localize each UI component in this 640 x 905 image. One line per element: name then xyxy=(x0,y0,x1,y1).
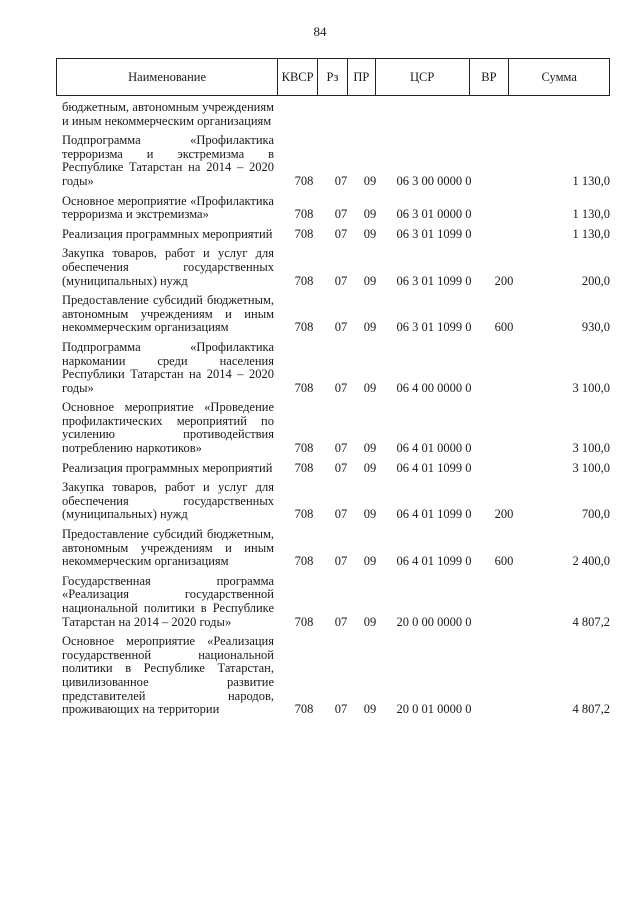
row-pr: 09 xyxy=(363,460,377,475)
row-name: Государственная программа «Реализация государственной национальной политики в Республике Татарстан на 2014 – 2020 годы» xyxy=(62,573,274,629)
row-rz: 07 xyxy=(334,173,348,188)
row-csr: 20 0 00 0000 0 xyxy=(396,614,472,629)
row-sum: 4 807,2 xyxy=(572,702,610,717)
row-sum: 2 400,0 xyxy=(572,554,610,569)
row-pr: 09 xyxy=(363,173,377,188)
table-row xyxy=(62,294,610,335)
row-rz: 07 xyxy=(334,441,348,456)
row-kvsr: 708 xyxy=(294,380,314,395)
table-row xyxy=(62,401,610,455)
row-csr: 06 3 00 0000 0 xyxy=(396,173,472,188)
row-csr: 06 4 01 1099 0 xyxy=(396,460,472,475)
row-kvsr: 708 xyxy=(294,273,314,288)
table-body xyxy=(62,101,610,717)
row-name: Реализация программных мероприятий xyxy=(62,226,273,241)
row-sum: 1 130,0 xyxy=(572,207,610,222)
row-rz: 07 xyxy=(334,226,348,241)
table-row xyxy=(62,481,610,522)
header-kvsr: КВСР xyxy=(278,59,318,95)
header-rz: Рз xyxy=(318,59,348,95)
row-rz: 07 xyxy=(334,273,348,288)
row-kvsr: 708 xyxy=(294,441,314,456)
row-name: Реализация программных мероприятий xyxy=(62,460,273,475)
row-sum: 3 100,0 xyxy=(572,460,610,475)
row-name: Основное мероприятие «Профилактика терроризма и экстремизма» xyxy=(62,193,274,222)
row-rz: 07 xyxy=(334,507,348,522)
row-sum: 4 807,2 xyxy=(572,614,610,629)
row-name: бюджетным, автономным учреждениям и иным некоммерческим организациям xyxy=(62,100,274,128)
row-name: Подпрограмма «Профилактика терроризма и экстремизма в Республике Татарстан на 2014 – 2020 годы» xyxy=(62,133,274,188)
row-sum: 3 100,0 xyxy=(572,441,610,456)
row-csr: 06 3 01 1099 0 xyxy=(396,226,472,241)
row-pr: 09 xyxy=(363,441,377,456)
row-pr: 09 xyxy=(363,614,377,629)
table-row xyxy=(62,462,610,476)
table-row xyxy=(62,635,610,717)
row-csr: 06 3 01 0000 0 xyxy=(396,207,472,222)
row-kvsr: 708 xyxy=(294,554,314,569)
row-csr: 06 4 01 1099 0 xyxy=(396,507,472,522)
row-rz: 07 xyxy=(334,207,348,222)
row-pr: 09 xyxy=(363,320,377,335)
row-vr: 600 xyxy=(494,554,514,569)
row-rz: 07 xyxy=(334,554,348,569)
row-rz: 07 xyxy=(334,702,348,717)
row-vr: 600 xyxy=(494,320,514,335)
row-kvsr: 708 xyxy=(294,702,314,717)
row-name: Закупка товаров, работ и услуг для обеспечения государственных (муниципальных) нужд xyxy=(62,246,274,288)
row-csr: 06 4 01 0000 0 xyxy=(396,441,472,456)
page-number: 84 xyxy=(313,24,327,39)
table-row xyxy=(62,134,610,188)
table-row xyxy=(62,575,610,629)
row-name: Предоставление субсидий бюджетным, автономным учреждениям и иным некоммерческим организациям xyxy=(62,293,274,335)
row-name: Подпрограмма «Профилактика наркомании среди населения Республики Татарстан на 2014 – 2020 годы» xyxy=(62,339,274,395)
table-row xyxy=(62,228,610,242)
row-sum: 700,0 xyxy=(581,507,610,522)
row-pr: 09 xyxy=(363,207,377,222)
row-rz: 07 xyxy=(334,614,348,629)
row-csr: 06 4 00 0000 0 xyxy=(396,380,472,395)
header-name: Наименование xyxy=(57,59,278,95)
table-row xyxy=(62,528,610,569)
row-csr: 20 0 01 0000 0 xyxy=(396,702,472,717)
table-row xyxy=(62,101,610,128)
row-sum: 1 130,0 xyxy=(572,173,610,188)
row-csr: 06 4 01 1099 0 xyxy=(396,554,472,569)
table-row xyxy=(62,247,610,288)
row-kvsr: 708 xyxy=(294,173,314,188)
header-sum: Сумма xyxy=(541,69,577,84)
row-pr: 09 xyxy=(363,507,377,522)
row-sum: 930,0 xyxy=(581,320,610,335)
table-row xyxy=(62,195,610,222)
row-kvsr: 708 xyxy=(294,207,314,222)
row-name: Основное мероприятие «Реализация государственной национальной политики в Республике Татарстан, цивилизованное развитие представителей народов, проживающих на территории xyxy=(62,634,274,717)
row-vr: 200 xyxy=(494,507,514,522)
row-csr: 06 3 01 1099 0 xyxy=(396,273,472,288)
header-csr: ЦСР xyxy=(376,59,470,95)
row-kvsr: 708 xyxy=(294,226,314,241)
table-header xyxy=(56,58,610,96)
row-pr: 09 xyxy=(363,226,377,241)
row-vr: 200 xyxy=(494,273,514,288)
row-rz: 07 xyxy=(334,320,348,335)
row-pr: 09 xyxy=(363,273,377,288)
row-pr: 09 xyxy=(363,554,377,569)
row-rz: 07 xyxy=(334,380,348,395)
row-pr: 09 xyxy=(363,380,377,395)
header-vr: ВР xyxy=(470,59,510,95)
row-kvsr: 708 xyxy=(294,320,314,335)
row-sum: 1 130,0 xyxy=(572,226,610,241)
row-csr: 06 3 01 1099 0 xyxy=(396,320,472,335)
row-rz: 07 xyxy=(334,460,348,475)
row-kvsr: 708 xyxy=(294,614,314,629)
row-sum: 3 100,0 xyxy=(572,380,610,395)
table-row xyxy=(62,341,610,395)
header-pr: ПР xyxy=(348,59,376,95)
row-sum: 200,0 xyxy=(581,273,610,288)
row-kvsr: 708 xyxy=(294,460,314,475)
row-name: Основное мероприятие «Проведение профилактических мероприятий по усилению противодействия потреблению наркотиков» xyxy=(62,400,274,456)
row-kvsr: 708 xyxy=(294,507,314,522)
row-name: Закупка товаров, работ и услуг для обеспечения государственных (муниципальных) нужд xyxy=(62,480,274,522)
row-name: Предоставление субсидий бюджетным, автономным учреждениям и иным некоммерческим организациям xyxy=(62,527,274,569)
row-pr: 09 xyxy=(363,702,377,717)
